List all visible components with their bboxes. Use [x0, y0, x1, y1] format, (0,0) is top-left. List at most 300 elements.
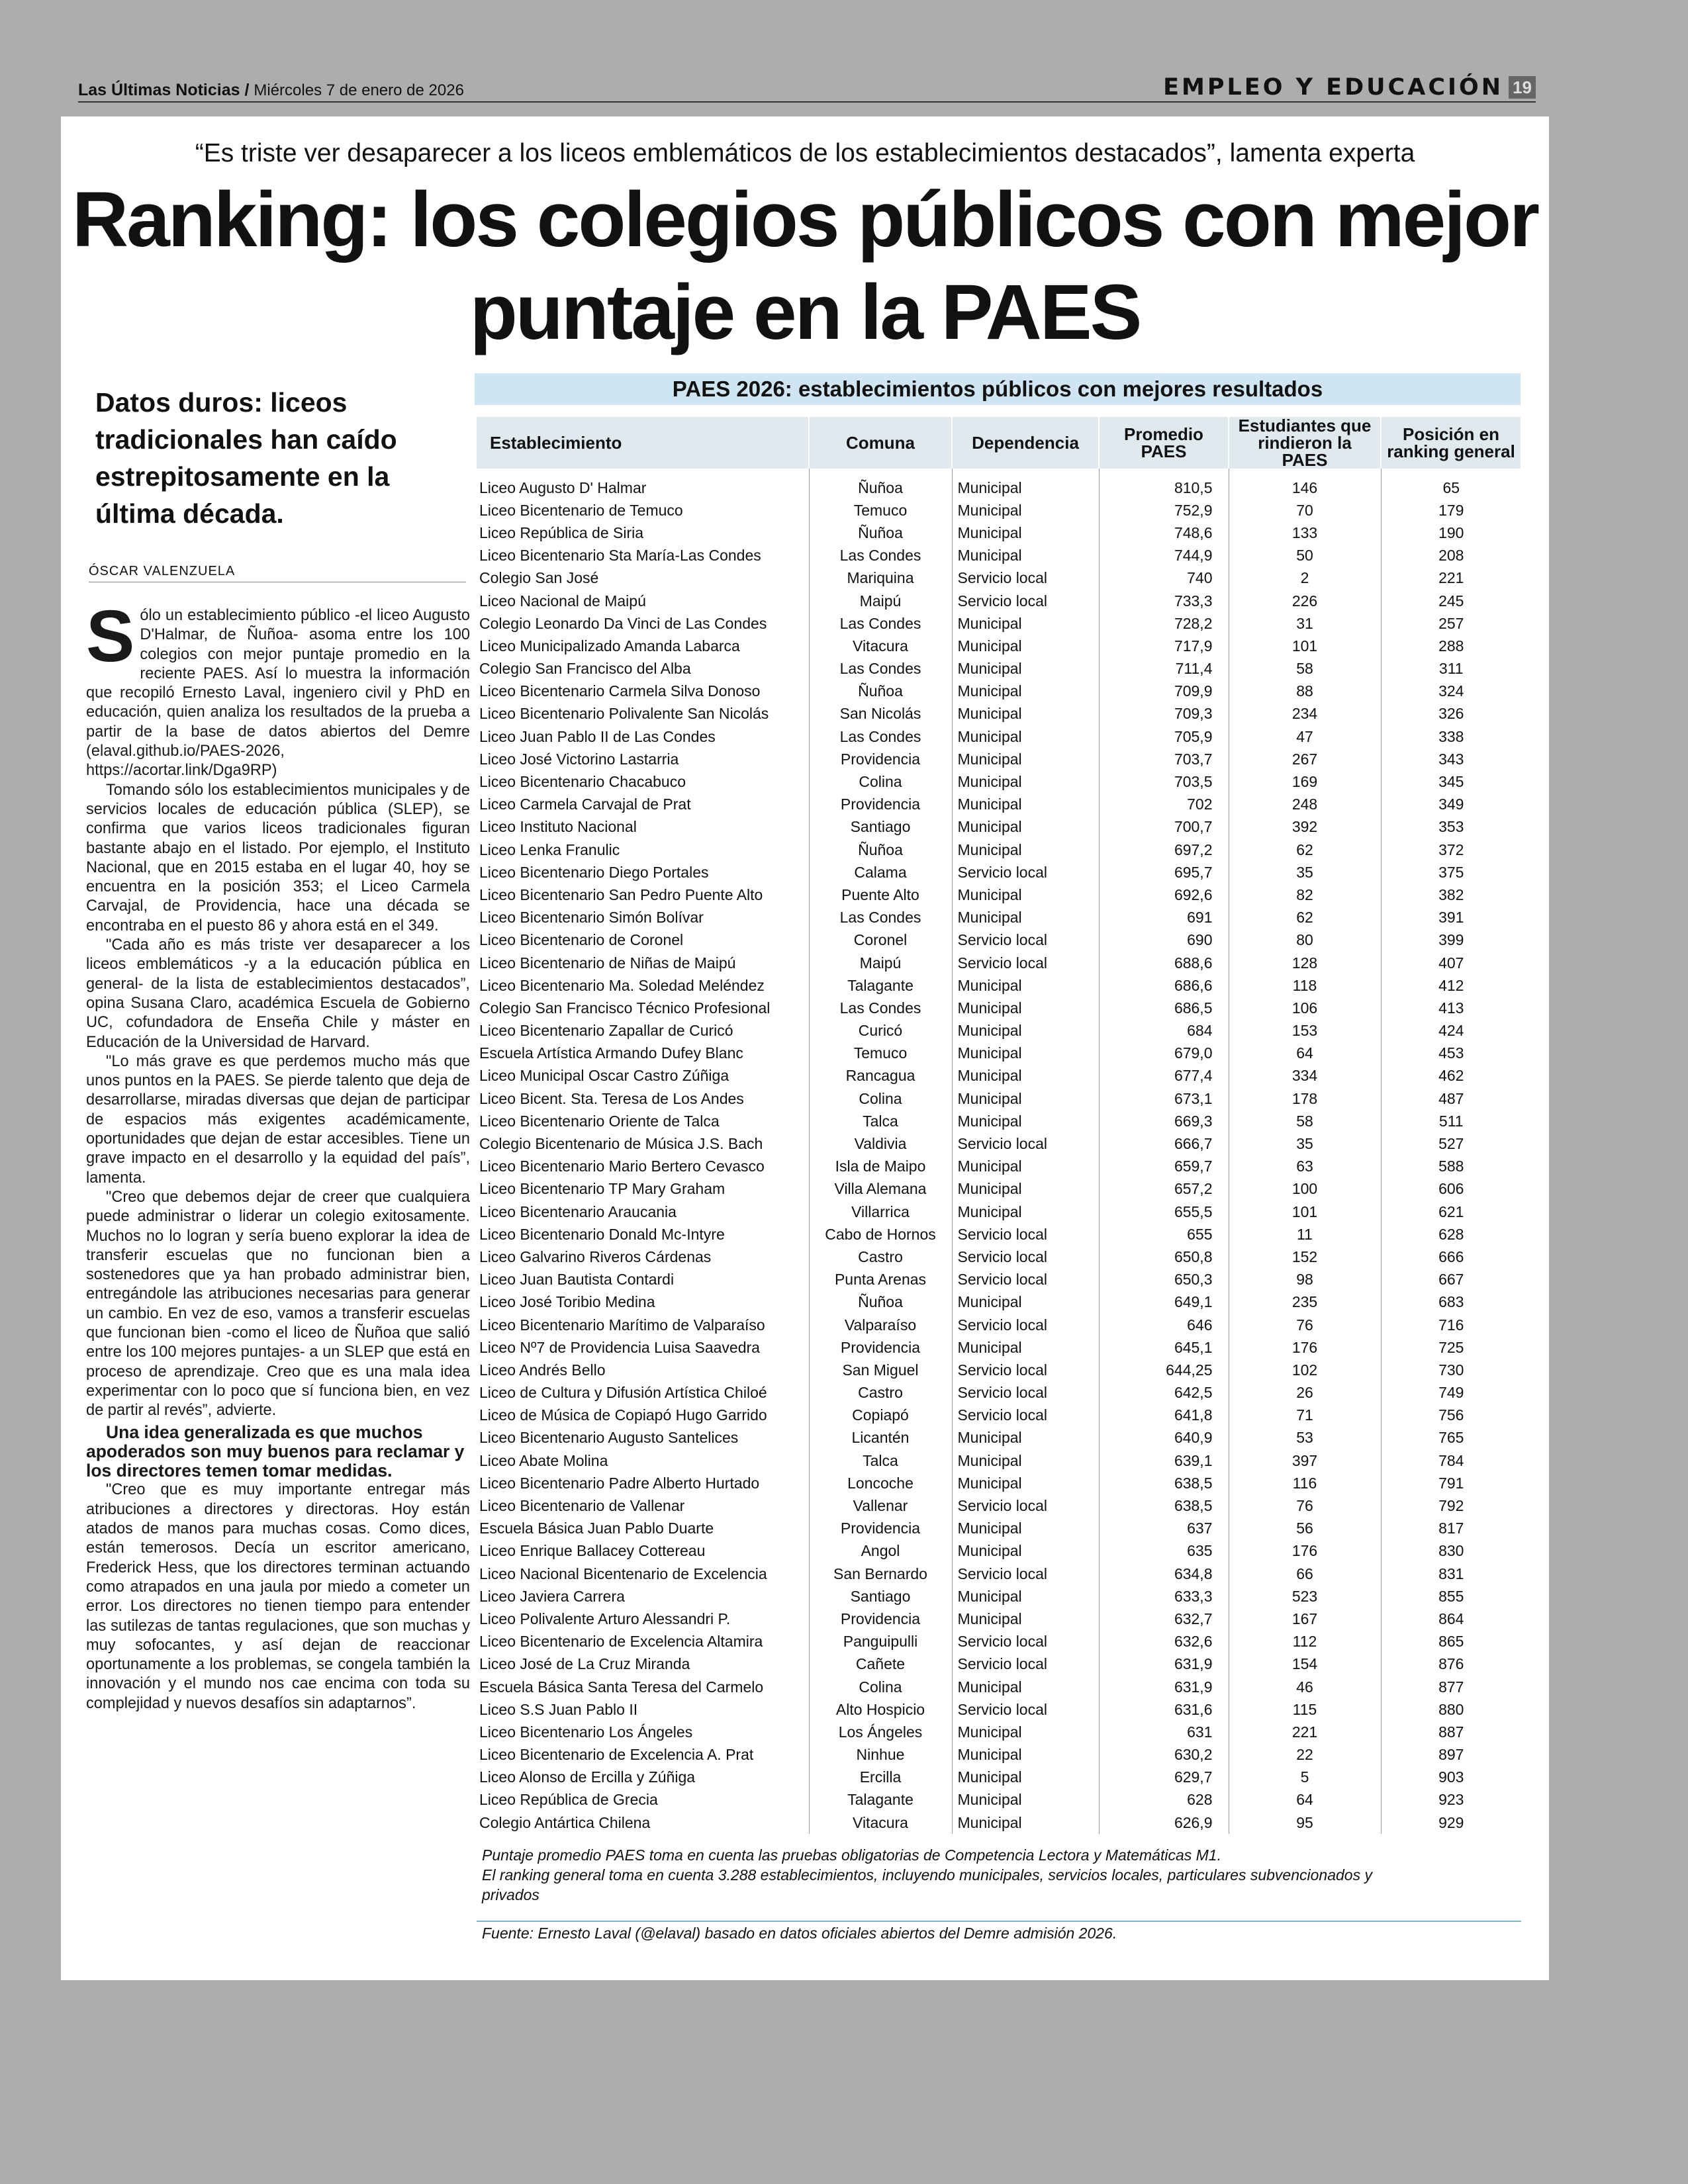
cell-estudiantes: 523 — [1229, 1585, 1381, 1608]
table-row — [477, 1110, 1521, 1132]
cell-dependencia: Servicio local — [952, 1382, 1099, 1404]
cell-establecimiento: Liceo Bicentenario Zapallar de Curicó — [477, 1020, 809, 1042]
cell-posicion: 412 — [1438, 976, 1464, 994]
cell-posicion: 424 — [1438, 1022, 1464, 1040]
cell-posicion: 606 — [1438, 1180, 1464, 1198]
cell-dependencia: Municipal — [952, 1178, 1099, 1201]
cell-establecimiento: Escuela Artística Armando Dufey Blanc — [477, 1042, 809, 1065]
cell-establecimiento: Liceo Nacional de Maipú — [477, 590, 809, 612]
table-row — [477, 499, 1521, 522]
cell-establecimiento: Liceo Galvarino Riveros Cárdenas — [477, 1246, 809, 1268]
cell-establecimiento: Liceo República de Siria — [477, 522, 809, 544]
cell-estudiantes: 64 — [1229, 1042, 1381, 1065]
cell-estudiantes: 46 — [1229, 1676, 1381, 1698]
cell-estudiantes: 76 — [1229, 1314, 1381, 1336]
table-row — [477, 1540, 1521, 1563]
cell-comuna: Valdivia — [809, 1132, 952, 1155]
cell-posicion: 349 — [1438, 796, 1464, 813]
cell-posicion: 725 — [1438, 1338, 1464, 1356]
cell-comuna: Valparaíso — [809, 1314, 952, 1336]
article-paragraph: Tomando sólo los establecimientos municipales y de servicios locales de educación pública (SLEP), se confirma que varios liceos tradicionales figuran bastante abajo en el listado. Por ejemplo, el Instituto Nacional, que en 2015 estaba en el lugar 40, hoy se encuentra en la posición 353; el Liceo Carmela Carvajal, de Providencia, hace una década se encontraba en el puesto 86 y ahora está en el 349. — [86, 781, 470, 934]
cell-comuna: Las Condes — [809, 545, 952, 567]
cell-dependencia: Municipal — [952, 1427, 1099, 1449]
cell-promedio: 650,8 — [1099, 1246, 1229, 1268]
cell-posicion: 784 — [1438, 1451, 1464, 1469]
cell-dependencia: Municipal — [952, 545, 1099, 567]
cell-dependencia: Municipal — [952, 997, 1099, 1019]
column-header-posicion: Posición en ranking general — [1381, 417, 1521, 469]
cell-comuna: Calama — [809, 861, 952, 884]
cell-promedio: 628 — [1099, 1789, 1229, 1811]
cell-posicion: 628 — [1438, 1225, 1464, 1243]
table-note: Puntaje promedio PAES toma en cuenta las pruebas obligatorias de Competencia Lectora y Matemáticas M1. — [482, 1846, 1221, 1864]
table-row — [477, 612, 1521, 635]
cell-promedio: 717,9 — [1099, 635, 1229, 657]
cell-dependencia: Municipal — [952, 907, 1099, 929]
table-row — [477, 770, 1521, 793]
cell-dependencia: Servicio local — [952, 1631, 1099, 1653]
cell-estudiantes: 248 — [1229, 794, 1381, 816]
cell-establecimiento: Liceo Municipal Oscar Castro Zúñiga — [477, 1065, 809, 1087]
article-subhead: Una idea generalizada es que muchos apoderados son muy buenos para reclamar y los directores temen tomar medidas. — [86, 1422, 465, 1481]
cell-estudiantes: 178 — [1229, 1087, 1381, 1110]
cell-promedio: 638,5 — [1099, 1494, 1229, 1517]
table-row — [477, 1653, 1521, 1676]
table-row — [477, 1314, 1521, 1336]
table-row — [477, 1563, 1521, 1585]
article-paragraph: "Lo más grave es que perdemos mucho más que unos puntos en la PAES. Se pierde talento que deja de desarrollarse, miradas diversas que dejan de participar de espacios más exigentes académicamente, oportunidades que dejan de estar accesibles. Tiene un grave impacto en el desarrollo y la equidad del país”, lamenta. — [86, 1052, 470, 1187]
cell-promedio: 691 — [1099, 907, 1229, 929]
cell-posicion: 453 — [1438, 1044, 1464, 1062]
cell-dependencia: Municipal — [952, 1087, 1099, 1110]
cell-establecimiento: Liceo de Música de Copiapó Hugo Garrido — [477, 1404, 809, 1427]
cell-estudiantes: 70 — [1229, 499, 1381, 522]
cell-establecimiento: Liceo Bicent. Sta. Teresa de Los Andes — [477, 1087, 809, 1110]
table-row — [477, 907, 1521, 929]
cell-dependencia: Municipal — [952, 635, 1099, 657]
cell-estudiantes: 71 — [1229, 1404, 1381, 1427]
cell-posicion: 792 — [1438, 1497, 1464, 1515]
table-row — [477, 635, 1521, 657]
cell-dependencia: Municipal — [952, 1042, 1099, 1065]
cell-posicion: 221 — [1438, 569, 1464, 587]
table-row — [477, 1359, 1521, 1381]
cell-promedio: 631 — [1099, 1721, 1229, 1743]
table-row — [477, 1156, 1521, 1178]
cell-dependencia: Municipal — [952, 1472, 1099, 1494]
cell-posicion: 830 — [1438, 1542, 1464, 1560]
cell-posicion: 372 — [1438, 841, 1464, 858]
cell-comuna: Talagante — [809, 974, 952, 997]
cell-establecimiento: Liceo Bicentenario Simón Bolívar — [477, 907, 809, 929]
cell-estudiantes: 58 — [1229, 1110, 1381, 1132]
cell-promedio: 703,7 — [1099, 748, 1229, 770]
cell-posicion: 864 — [1438, 1610, 1464, 1627]
table-row — [477, 1472, 1521, 1494]
cell-comuna: San Miguel — [809, 1359, 952, 1381]
table-row — [477, 545, 1521, 567]
table-row — [477, 1223, 1521, 1246]
cell-posicion: 865 — [1438, 1633, 1464, 1651]
cell-posicion: 391 — [1438, 909, 1464, 927]
cell-promedio: 659,7 — [1099, 1156, 1229, 1178]
table-row — [477, 1065, 1521, 1087]
cell-comuna: Colina — [809, 770, 952, 793]
cell-estudiantes: 235 — [1229, 1291, 1381, 1314]
cell-comuna: Ñuñoa — [809, 839, 952, 861]
cell-establecimiento: Liceo Bicentenario Padre Alberto Hurtado — [477, 1472, 809, 1494]
cell-posicion: 929 — [1438, 1813, 1464, 1831]
ranking-table — [477, 417, 1522, 1834]
table-row — [477, 1608, 1521, 1630]
cell-posicion: 382 — [1438, 886, 1464, 903]
cell-promedio: 705,9 — [1099, 725, 1229, 748]
cell-comuna: Las Condes — [809, 612, 952, 635]
cell-promedio: 655 — [1099, 1223, 1229, 1246]
cell-dependencia: Municipal — [952, 816, 1099, 839]
cell-establecimiento: Liceo José Victorino Lastarria — [477, 748, 809, 770]
article-paragraph: "Creo que debemos dejar de creer que cualquiera puede administrar o liderar un colegio exitosamente. Muchos no lo logran y sería bueno explorar la idea de transferir escuelas que no funcionan bien a sostenedores que ya han probado administrar bien, entregándole las atribuciones necesarias para generar un cambio. En vez de eso, vamos a transferir escuelas que funcionan bien -como el liceo de Ñuñoa que salió entre los 100 mejores puntajes- a un SLEP que está en proceso de aprendizaje. Creo que es una mala idea experimentar con lo poco que sí funciona bien, en vez de partir al revés”, advierte. — [86, 1188, 470, 1420]
cell-promedio: 641,8 — [1099, 1404, 1229, 1427]
cell-comuna: Las Condes — [809, 658, 952, 680]
table-header-row — [477, 417, 1521, 469]
cell-comuna: Cabo de Hornos — [809, 1223, 952, 1246]
cell-posicion: 621 — [1438, 1203, 1464, 1220]
cell-dependencia: Municipal — [952, 1585, 1099, 1608]
cell-estudiantes: 22 — [1229, 1744, 1381, 1766]
deck: Datos duros: liceos tradicionales han caído estrepitosamente en la última década. — [95, 387, 397, 529]
cell-promedio: 700,7 — [1099, 816, 1229, 839]
cell-promedio: 673,1 — [1099, 1087, 1229, 1110]
cell-posicion: 399 — [1438, 931, 1464, 949]
cell-estudiantes: 76 — [1229, 1494, 1381, 1517]
cell-promedio: 711,4 — [1099, 658, 1229, 680]
cell-establecimiento: Liceo Juan Pablo II de Las Condes — [477, 725, 809, 748]
cell-comuna: Temuco — [809, 499, 952, 522]
cell-estudiantes: 63 — [1229, 1156, 1381, 1178]
cell-estudiantes: 128 — [1229, 952, 1381, 974]
cell-comuna: Vallenar — [809, 1494, 952, 1517]
cell-comuna: Ñuñoa — [809, 1291, 952, 1314]
cell-promedio: 637 — [1099, 1518, 1229, 1540]
cell-posicion: 324 — [1438, 682, 1464, 700]
cell-dependencia: Municipal — [952, 1110, 1099, 1132]
cell-estudiantes: 221 — [1229, 1721, 1381, 1743]
table-source: Fuente: Ernesto Laval (@elaval) basado en datos oficiales abiertos del Demre admisión 2026. — [482, 1925, 1117, 1942]
cell-comuna: Ninhue — [809, 1744, 952, 1766]
cell-posicion: 413 — [1438, 999, 1464, 1017]
cell-dependencia: Servicio local — [952, 1698, 1099, 1721]
cell-estudiantes: 133 — [1229, 522, 1381, 544]
cell-dependencia: Municipal — [952, 1020, 1099, 1042]
cell-posicion: 343 — [1438, 750, 1464, 768]
cell-comuna: Ñuñoa — [809, 477, 952, 499]
cell-comuna: Ñuñoa — [809, 680, 952, 703]
cell-posicion: 716 — [1438, 1316, 1464, 1334]
cell-promedio: 634,8 — [1099, 1563, 1229, 1585]
cell-estudiantes: 11 — [1229, 1223, 1381, 1246]
cell-posicion: 817 — [1438, 1520, 1464, 1537]
cell-dependencia: Municipal — [952, 1449, 1099, 1472]
cell-posicion: 923 — [1438, 1791, 1464, 1809]
cell-comuna: Maipú — [809, 952, 952, 974]
cell-establecimiento: Liceo República de Grecia — [477, 1789, 809, 1811]
cell-posicion: 877 — [1438, 1678, 1464, 1696]
cell-promedio: 810,5 — [1099, 477, 1229, 499]
cell-establecimiento: Liceo Bicentenario de Temuco — [477, 499, 809, 522]
cell-posicion: 756 — [1438, 1406, 1464, 1424]
cell-dependencia: Municipal — [952, 1336, 1099, 1359]
cell-promedio: 709,3 — [1099, 703, 1229, 725]
cell-estudiantes: 116 — [1229, 1472, 1381, 1494]
headline: Ranking: los colegios públicos con mejor puntaje en la PAES — [71, 176, 1538, 356]
cell-comuna: Temuco — [809, 1042, 952, 1065]
cell-establecimiento: Colegio San Francisco del Alba — [477, 658, 809, 680]
table-row — [477, 1269, 1521, 1291]
cell-establecimiento: Liceo Municipalizado Amanda Labarca — [477, 635, 809, 657]
cell-estudiantes: 226 — [1229, 590, 1381, 612]
cell-dependencia: Servicio local — [952, 1132, 1099, 1155]
section-title: EMPLEO Y EDUCACIÓN — [1163, 74, 1504, 101]
cell-comuna: Maipú — [809, 590, 952, 612]
table-row — [477, 1744, 1521, 1766]
cell-comuna: Talca — [809, 1449, 952, 1472]
cell-comuna: San Nicolás — [809, 703, 952, 725]
cell-comuna: Mariquina — [809, 567, 952, 590]
cell-comuna: Punta Arenas — [809, 1269, 952, 1291]
cell-establecimiento: Colegio Leonardo Da Vinci de Las Condes — [477, 612, 809, 635]
table-row — [477, 1201, 1521, 1223]
table-row — [477, 1811, 1521, 1834]
table-row — [477, 703, 1521, 725]
cell-establecimiento: Liceo Bicentenario San Pedro Puente Alto — [477, 884, 809, 906]
table-row — [477, 1676, 1521, 1698]
cell-promedio: 688,6 — [1099, 952, 1229, 974]
page-number: 19 — [1509, 76, 1536, 99]
cell-posicion: 749 — [1438, 1384, 1464, 1402]
column-header-establecimiento: Establecimiento — [477, 417, 809, 469]
table-row — [477, 1449, 1521, 1472]
table-title: PAES 2026: establecimientos públicos con mejores resultados — [475, 373, 1521, 405]
cell-comuna: Santiago — [809, 1585, 952, 1608]
cell-estudiantes: 101 — [1229, 1201, 1381, 1223]
cell-estudiantes: 115 — [1229, 1698, 1381, 1721]
cell-establecimiento: Liceo Carmela Carvajal de Prat — [477, 794, 809, 816]
cell-comuna: Copiapó — [809, 1404, 952, 1427]
cell-posicion: 667 — [1438, 1271, 1464, 1289]
cell-establecimiento: Liceo Bicentenario de Niñas de Maipú — [477, 952, 809, 974]
cell-establecimiento: Liceo Bicentenario de Coronel — [477, 929, 809, 952]
table-notes — [482, 1845, 1395, 1905]
cell-promedio: 690 — [1099, 929, 1229, 952]
table-row — [477, 974, 1521, 997]
cell-comuna: Las Condes — [809, 725, 952, 748]
cell-dependencia: Municipal — [952, 974, 1099, 997]
cell-posicion: 353 — [1438, 818, 1464, 836]
kicker: “Es triste ver desaparecer a los liceos emblemáticos de los establecimientos destacados”, lamenta experta — [195, 139, 1415, 167]
article-paragraph: "Cada año es más triste ver desaparecer a los liceos emblemáticos -y a la educación pública en general- de la lista de establecimientos destacados”, opina Susana Claro, académica Escuela de Gobierno UC, cofundadora de Enseña Chile y máster en Educación de la Universidad de Harvard. — [86, 936, 470, 1051]
cell-dependencia: Servicio local — [952, 1269, 1099, 1291]
cell-promedio: 631,9 — [1099, 1653, 1229, 1676]
cell-estudiantes: 106 — [1229, 997, 1381, 1019]
cell-comuna: Providencia — [809, 1518, 952, 1540]
cell-dependencia: Servicio local — [952, 1246, 1099, 1268]
cell-estudiantes: 88 — [1229, 680, 1381, 703]
cell-estudiantes: 5 — [1229, 1766, 1381, 1789]
cell-estudiantes: 176 — [1229, 1540, 1381, 1563]
table-note: El ranking general toma en cuenta 3.288 establecimientos, incluyendo municipales, servicios locales, particulares subvencionados y privados — [482, 1866, 1372, 1903]
cell-dependencia: Municipal — [952, 770, 1099, 793]
cell-estudiantes: 58 — [1229, 658, 1381, 680]
cell-establecimiento: Liceo Juan Bautista Contardi — [477, 1269, 809, 1291]
cell-promedio: 702 — [1099, 794, 1229, 816]
cell-estudiantes: 101 — [1229, 635, 1381, 657]
table-row — [477, 658, 1521, 680]
cell-establecimiento: Liceo Bicentenario Sta María-Las Condes — [477, 545, 809, 567]
table-row — [477, 1336, 1521, 1359]
cell-establecimiento: Colegio San José — [477, 567, 809, 590]
cell-estudiantes: 146 — [1229, 477, 1381, 499]
table-row — [477, 1291, 1521, 1314]
cell-establecimiento: Escuela Básica Santa Teresa del Carmelo — [477, 1676, 809, 1698]
table-row — [477, 522, 1521, 544]
cell-promedio: 649,1 — [1099, 1291, 1229, 1314]
cell-posicion: 345 — [1438, 773, 1464, 791]
cell-comuna: Los Ángeles — [809, 1721, 952, 1743]
cell-promedio: 632,7 — [1099, 1608, 1229, 1630]
cell-promedio: 669,3 — [1099, 1110, 1229, 1132]
cell-estudiantes: 50 — [1229, 545, 1381, 567]
cell-establecimiento: Liceo Abate Molina — [477, 1449, 809, 1472]
cell-comuna: Angol — [809, 1540, 952, 1563]
cell-comuna: Vitacura — [809, 1811, 952, 1834]
cell-establecimiento: Liceo Bicentenario Ma. Soledad Meléndez — [477, 974, 809, 997]
cell-promedio: 630,2 — [1099, 1744, 1229, 1766]
cell-promedio: 629,7 — [1099, 1766, 1229, 1789]
cell-promedio: 686,5 — [1099, 997, 1229, 1019]
cell-promedio: 650,3 — [1099, 1269, 1229, 1291]
table-row — [477, 1404, 1521, 1427]
cell-comuna: Loncoche — [809, 1472, 952, 1494]
cell-comuna: Castro — [809, 1246, 952, 1268]
cell-establecimiento: Colegio Antártica Chilena — [477, 1811, 809, 1834]
cell-estudiantes: 267 — [1229, 748, 1381, 770]
cell-dependencia: Municipal — [952, 1721, 1099, 1743]
cell-estudiantes: 169 — [1229, 770, 1381, 793]
cell-dependencia: Servicio local — [952, 567, 1099, 590]
cell-posicion: 855 — [1438, 1587, 1464, 1605]
cell-posicion: 462 — [1438, 1067, 1464, 1085]
table-row — [477, 1246, 1521, 1268]
cell-establecimiento: Liceo Andrés Bello — [477, 1359, 809, 1381]
article-paragraph: Sólo un establecimiento público -el liceo Augusto D'Halmar, de Ñuñoa- asoma entre los 100 colegios con mejor puntaje promedio en la reciente PAES. Así lo muestra la información que recopiló Ernesto Laval, ingeniero civil y PhD en educación, quien analiza los resultados de la prueba a partir de la base de datos abiertos del Demre (elaval.github.io/PAES-2026, https://acortar.link/Dga9RP) — [86, 596, 470, 780]
cell-establecimiento: Liceo Nacional Bicentenario de Excelencia — [477, 1563, 809, 1585]
cell-establecimiento: Liceo Bicentenario Chacabuco — [477, 770, 809, 793]
cell-estudiantes: 152 — [1229, 1246, 1381, 1268]
cell-promedio: 640,9 — [1099, 1427, 1229, 1449]
cell-estudiantes: 102 — [1229, 1359, 1381, 1381]
cell-promedio: 686,6 — [1099, 974, 1229, 997]
cell-promedio: 684 — [1099, 1020, 1229, 1042]
cell-establecimiento: Liceo Polivalente Arturo Alessandri P. — [477, 1608, 809, 1630]
cell-dependencia: Municipal — [952, 703, 1099, 725]
cell-comuna: Rancagua — [809, 1065, 952, 1087]
table-row — [477, 929, 1521, 952]
cell-posicion: 765 — [1438, 1429, 1464, 1447]
cell-estudiantes: 154 — [1229, 1653, 1381, 1676]
cell-promedio: 733,3 — [1099, 590, 1229, 612]
cell-posicion: 831 — [1438, 1565, 1464, 1582]
cell-promedio: 633,3 — [1099, 1585, 1229, 1608]
cell-establecimiento: Liceo Javiera Carrera — [477, 1585, 809, 1608]
cell-estudiantes: 392 — [1229, 816, 1381, 839]
cell-comuna: Coronel — [809, 929, 952, 952]
cell-comuna: Las Condes — [809, 907, 952, 929]
cell-promedio: 679,0 — [1099, 1042, 1229, 1065]
cell-promedio: 626,9 — [1099, 1811, 1229, 1834]
cell-posicion: 257 — [1438, 614, 1464, 632]
cell-establecimiento: Liceo Bicentenario Marítimo de Valparaíso — [477, 1314, 809, 1336]
cell-posicion: 208 — [1438, 547, 1464, 565]
cell-promedio: 639,1 — [1099, 1449, 1229, 1472]
cell-comuna: Santiago — [809, 816, 952, 839]
table-spacer — [477, 469, 1521, 477]
cell-posicion: 666 — [1438, 1248, 1464, 1265]
cell-dependencia: Municipal — [952, 1676, 1099, 1698]
cell-dependencia: Servicio local — [952, 1653, 1099, 1676]
cell-dependencia: Municipal — [952, 477, 1099, 499]
cell-comuna: Talagante — [809, 1789, 952, 1811]
cell-establecimiento: Liceo Bicentenario Oriente de Talca — [477, 1110, 809, 1132]
cell-posicion: 65 — [1442, 478, 1460, 496]
cell-promedio: 692,6 — [1099, 884, 1229, 906]
cell-comuna: Ñuñoa — [809, 522, 952, 544]
cell-promedio: 632,6 — [1099, 1631, 1229, 1653]
cell-comuna: Colina — [809, 1087, 952, 1110]
table-row — [477, 1518, 1521, 1540]
cell-dependencia: Servicio local — [952, 590, 1099, 612]
cell-establecimiento: Liceo Nº7 de Providencia Luisa Saavedra — [477, 1336, 809, 1359]
cell-establecimiento: Liceo Bicentenario Carmela Silva Donoso — [477, 680, 809, 703]
cell-establecimiento: Liceo Bicentenario de Excelencia Altamira — [477, 1631, 809, 1653]
cell-promedio: 697,2 — [1099, 839, 1229, 861]
table-row — [477, 997, 1521, 1019]
masthead: Las Últimas Noticias / Miércoles 7 de enero de 2026 — [78, 81, 464, 99]
table-row — [477, 952, 1521, 974]
cell-promedio: 646 — [1099, 1314, 1229, 1336]
cell-dependencia: Municipal — [952, 1518, 1099, 1540]
cell-dependencia: Servicio local — [952, 861, 1099, 884]
cell-estudiantes: 112 — [1229, 1631, 1381, 1653]
cell-comuna: Curicó — [809, 1020, 952, 1042]
publication-date: Miércoles 7 de enero de 2026 — [254, 81, 464, 99]
cell-dependencia: Municipal — [952, 1156, 1099, 1178]
cell-posicion: 407 — [1438, 954, 1464, 972]
cell-estudiantes: 26 — [1229, 1382, 1381, 1404]
cell-comuna: Villa Alemana — [809, 1178, 952, 1201]
cell-dependencia: Servicio local — [952, 952, 1099, 974]
cell-comuna: Colina — [809, 1676, 952, 1698]
table-row — [477, 884, 1521, 906]
cell-establecimiento: Colegio Bicentenario de Música J.S. Bach — [477, 1132, 809, 1155]
newspaper-page — [61, 116, 1549, 1980]
table-row — [477, 1087, 1521, 1110]
table-row — [477, 567, 1521, 590]
cell-dependencia: Municipal — [952, 1291, 1099, 1314]
cell-estudiantes: 35 — [1229, 1132, 1381, 1155]
cell-estudiantes: 334 — [1229, 1065, 1381, 1087]
article-body — [86, 596, 470, 1713]
